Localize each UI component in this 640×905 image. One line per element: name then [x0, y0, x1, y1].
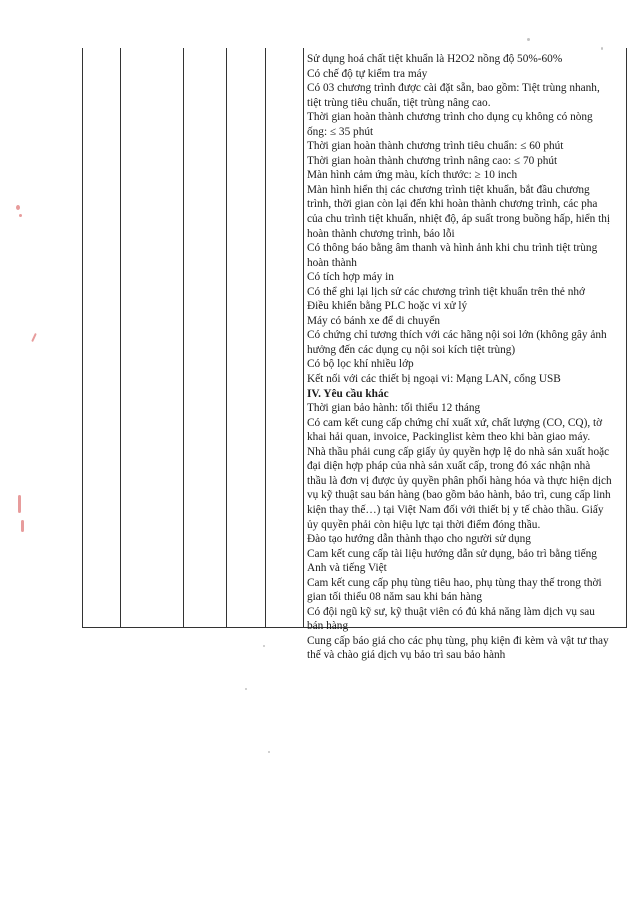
column-divider [265, 48, 266, 627]
spec-line: ống: ≤ 35 phút [307, 125, 374, 138]
column-divider [120, 48, 121, 627]
spec-table [82, 48, 627, 662]
spec-line: Cam kết cung cấp tài liệu hướng dẫn sử dụng, bảo trì bằng tiếng [307, 547, 597, 560]
spec-line: Có 03 chương trình được cài đặt sẵn, bao gồm: Tiệt trùng nhanh, [307, 82, 600, 95]
spec-line: Có chế độ tự kiểm tra máy [307, 67, 428, 80]
spec-line: hoàn thành chương trình, báo lỗi [307, 227, 455, 240]
section-heading: IV. Yêu cầu khác [307, 387, 389, 400]
spec-line: khai hải quan, invoice, Packinglist kèm theo khi bàn giao máy. [307, 431, 591, 444]
spec-line: Thời gian bảo hành: tối thiểu 12 tháng [307, 402, 481, 415]
spec-line: ủy quyền phải còn hiệu lực tại thời điểm đóng thầu. [307, 518, 541, 531]
spec-line: Có bộ lọc khí nhiều lớp [307, 358, 414, 371]
spec-line: tiệt trùng tiêu chuẩn, tiệt trùng nâng cao. [307, 96, 491, 109]
stamp-mark [16, 205, 20, 210]
spec-line: Sử dụng hoá chất tiệt khuẩn là H2O2 nồng độ 50%-60% [307, 53, 563, 65]
spec-line: Anh và tiếng Việt [307, 562, 387, 575]
stamp-mark [18, 495, 21, 513]
spec-line: Thời gian hoàn thành chương trình nâng cao: ≤ 70 phút [307, 154, 558, 167]
spec-line: trình, thời gian còn lại đến khi hoàn thành chương trình, các pha [307, 198, 598, 211]
spec-line: Có thể ghi lại lịch sử các chương trình tiệt khuẩn trên thẻ nhớ [307, 285, 585, 298]
spec-line: Thời gian hoàn thành chương trình cho dụng cụ không có nòng [307, 111, 593, 124]
column-divider [183, 48, 184, 627]
scan-speck [263, 645, 265, 647]
scan-speck [245, 688, 247, 690]
spec-line: đại diện hợp pháp của nhà sản xuất cấp, trong đó xác nhận nhà [307, 460, 591, 473]
scan-speck [527, 38, 530, 41]
spec-line: Đào tạo hướng dẫn thành thạo cho người sử dụng [307, 533, 531, 546]
spec-line: Có chứng chỉ tương thích với các hãng nội soi lớn (không gây ảnh [307, 329, 607, 342]
column-divider [626, 48, 627, 627]
spec-line: Thời gian hoàn thành chương trình tiêu chuẩn: ≤ 60 phút [307, 140, 564, 153]
spec-line: Kết nối với các thiết bị ngoại vi: Mạng LAN, cổng USB [307, 373, 561, 386]
spec-line: hoàn thành [307, 256, 357, 269]
spec-line: thế và chào giá dịch vụ bảo trì sau bảo hành [307, 649, 506, 662]
spec-line: Có tích hợp máy in [307, 271, 394, 284]
stamp-mark [19, 214, 22, 217]
spec-line: kiện thay thế…) tại Việt Nam đối với thiết bị y tế chào thầu. Giấy [307, 503, 604, 516]
column-divider [82, 48, 83, 627]
spec-line: Nhà thầu phải cung cấp giấy ủy quyền hợp lệ do nhà sản xuất hoặc [307, 445, 610, 458]
column-divider [303, 48, 304, 627]
spec-line: vụ kỹ thuật sau bán hàng (bao gồm bảo hành, bảo trì, cung cấp linh [307, 489, 611, 502]
spec-line: Có thông báo bằng âm thanh và hình ảnh khi chu trình tiệt trùng [307, 242, 598, 255]
stamp-mark [31, 333, 37, 342]
specification-cell [307, 52, 625, 663]
spec-line: Màn hình cảm ứng màu, kích thước: ≥ 10 inch [307, 169, 518, 182]
spec-line: gian tối thiểu 08 năm sau khi bán hàng [307, 591, 483, 604]
spec-line: Có đội ngũ kỹ sư, kỹ thuật viên có đủ khả năng làm dịch vụ sau [307, 605, 595, 618]
spec-line: Máy có bánh xe để di chuyển [307, 314, 441, 327]
spec-line: Có cam kết cung cấp chứng chỉ xuất xứ, chất lượng (CO, CQ), tờ [307, 416, 603, 429]
spec-line: Màn hình hiển thị các chương trình tiệt khuẩn, bắt đầu chương [307, 183, 590, 196]
scan-speck [268, 751, 270, 753]
spec-line: Cam kết cung cấp phụ tùng tiêu hao, phụ tùng thay thế trong thời [307, 576, 602, 589]
column-divider [226, 48, 227, 627]
spec-line: Điều khiển bằng PLC hoặc vi xử lý [307, 300, 468, 313]
spec-line: của chu trình tiệt khuẩn, nhiệt độ, áp suất trong buồng hấp, hiển thị [307, 213, 611, 226]
stamp-mark [21, 520, 24, 532]
spec-line: thầu là đơn vị được ủy quyền phân phối hàng hóa và thực hiện dịch [307, 474, 612, 487]
spec-line: Cung cấp báo giá cho các phụ tùng, phụ kiện đi kèm và vật tư thay [307, 634, 609, 647]
spec-line: bán hàng [307, 620, 349, 633]
spec-line: hưởng đến các dụng cụ nội soi kích tiệt trùng) [307, 343, 516, 356]
